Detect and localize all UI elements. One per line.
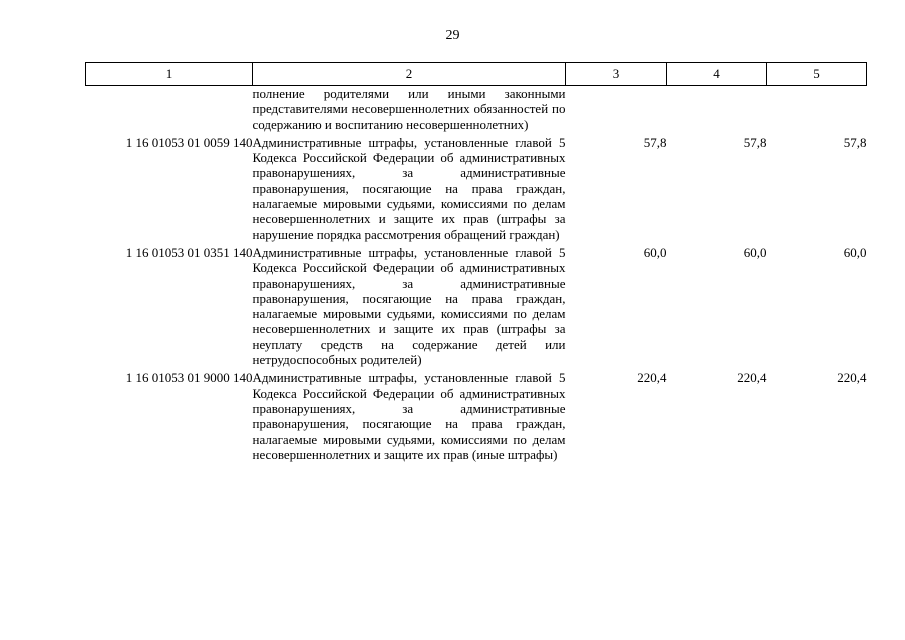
row-description: Административные штрафы, установленные главой 5 Кодекса Российской Федерации об административных правонарушениях, за административные правонарушения, посягающие на права граждан, налагаемые мировыми судьями, комиссиями по делам несовершеннолетних и защите их прав (иные штрафы) <box>252 370 566 462</box>
value-col-3: 220,4 <box>637 370 667 386</box>
table-row <box>86 242 867 367</box>
value-col-3: 60,0 <box>643 244 667 260</box>
column-header-3: 3 <box>566 63 667 86</box>
continuation-row <box>86 86 867 132</box>
value-col-4: 60,0 <box>743 244 767 260</box>
budget-table <box>85 62 867 462</box>
column-header-4: 4 <box>667 63 767 86</box>
budget-code: 1 16 01053 01 0351 140 <box>125 244 253 260</box>
value-col-5: 57,8 <box>843 134 867 150</box>
column-header-5: 5 <box>767 63 867 86</box>
budget-code: 1 16 01053 01 0059 140 <box>125 134 253 150</box>
continuation-description: полнение родителями или иными законными представителями несовершеннолетних обязанностей по содержанию и воспитанию несовершеннолетних) <box>252 86 566 132</box>
table-header <box>86 63 867 86</box>
budget-code: 1 16 01053 01 9000 140 <box>125 370 253 386</box>
table-row <box>86 367 867 462</box>
table-row <box>86 132 867 242</box>
continuation-code-cell <box>86 86 253 132</box>
value-col-5: 220,4 <box>837 370 867 386</box>
value-col-3: 57,8 <box>643 134 667 150</box>
table-body <box>86 86 867 463</box>
row-description: Административные штрафы, установленные главой 5 Кодекса Российской Федерации об административных правонарушениях, за административные правонарушения, посягающие на права граждан, налагаемые мировыми судьями, комиссиями по делам несовершеннолетних и защите их прав (штрафы за неуплату средств на содержание детей или нетрудоспособных родителей) <box>252 244 566 368</box>
column-header-1: 1 <box>86 63 253 86</box>
page-number: 29 <box>445 28 460 43</box>
value-col-5: 60,0 <box>843 244 867 260</box>
row-description: Административные штрафы, установленные главой 5 Кодекса Российской Федерации об административных правонарушениях, за административные правонарушения, посягающие на права граждан, налагаемые мировыми судьями, комиссиями по делам несовершеннолетних и защите их прав (штрафы за нарушение порядка рассмотрения обращений граждан) <box>252 134 566 242</box>
header-row <box>86 63 867 86</box>
column-header-2: 2 <box>253 63 566 86</box>
value-col-4: 57,8 <box>743 134 767 150</box>
value-col-4: 220,4 <box>737 370 767 386</box>
